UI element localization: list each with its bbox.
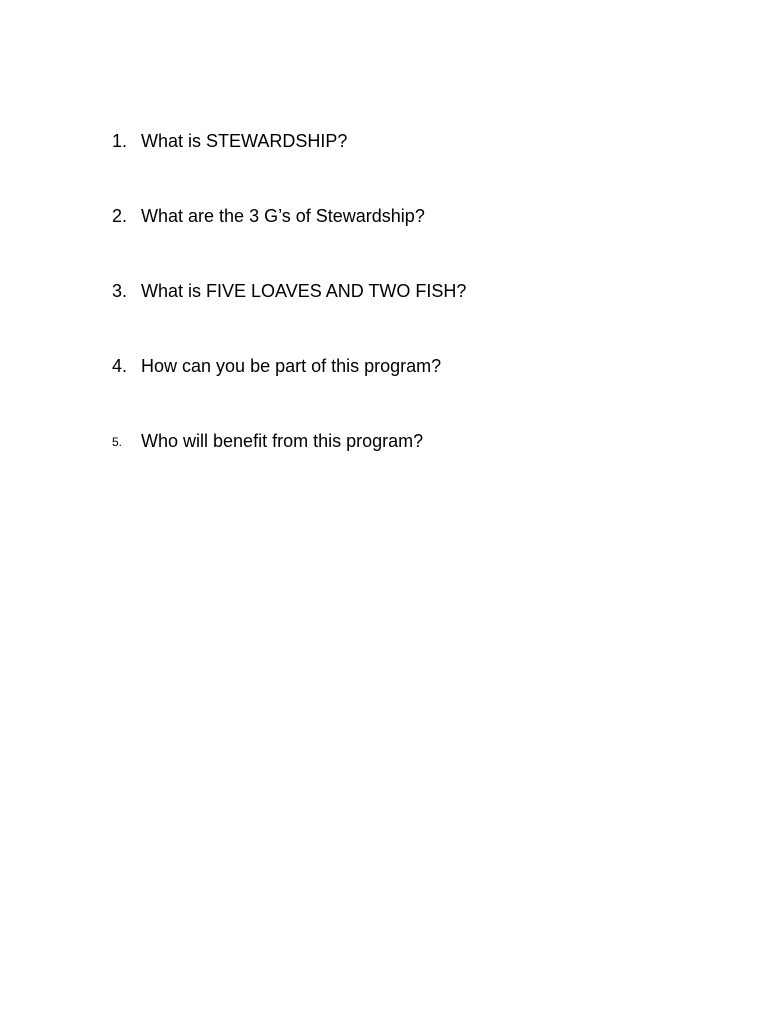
question-number: 2.	[112, 206, 128, 226]
question-text: How can you be part of this program?	[141, 356, 442, 376]
question-text: Who will benefit from this program?	[141, 431, 424, 451]
question-number: 3.	[112, 281, 128, 301]
question-item-4	[112, 353, 466, 428]
question-number: 5.	[112, 435, 123, 449]
question-number: 4.	[112, 356, 128, 376]
question-text: What is FIVE LOAVES AND TWO FISH?	[141, 281, 467, 301]
question-item-3	[112, 278, 466, 353]
question-list	[112, 128, 466, 503]
question-text: What are the 3 G’s of Stewardship?	[141, 206, 425, 226]
question-text: What is STEWARDSHIP?	[141, 131, 348, 151]
question-item-2	[112, 203, 466, 278]
question-item-5	[112, 428, 466, 503]
question-number: 1.	[112, 131, 128, 151]
question-item-1	[112, 128, 466, 203]
